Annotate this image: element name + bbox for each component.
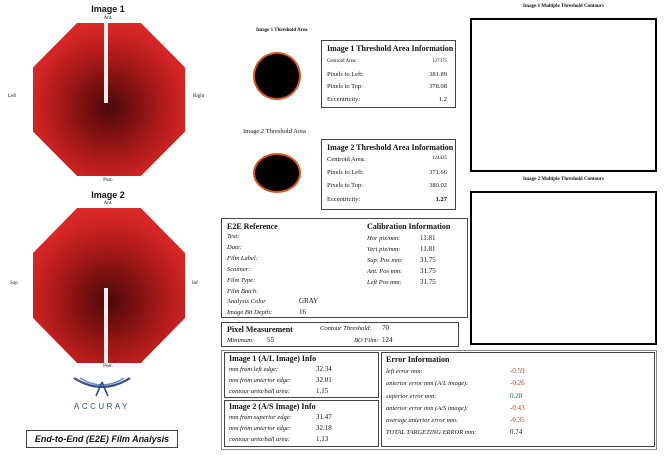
image1-post-label: Post.: [103, 178, 113, 183]
threshold2-row-label: Pixels to Top:: [327, 182, 363, 189]
image2-film: [33, 208, 185, 363]
threshold2-blob: [255, 155, 299, 191]
image2-info-title: Image 2 (A/S Image) Info: [229, 402, 316, 411]
calibration-value: 31.75: [420, 278, 436, 286]
e2e-field-label: Film Label:: [227, 255, 258, 262]
image1-info-label: mm from anterior edge:: [229, 377, 292, 384]
threshold2-info-panel: [321, 139, 456, 210]
threshold1-blob: [255, 54, 299, 98]
calibration-label: Hor pix/mm:: [367, 235, 401, 242]
minimum-value: 55: [267, 336, 274, 344]
threshold1-row-label: Pixels to Left:: [327, 71, 364, 78]
pixel-measurement-title: Pixel Measurement: [227, 325, 293, 334]
image2-beam-line: [104, 288, 108, 363]
analysis-color-value: GRAY: [299, 297, 319, 305]
bit-depth-value: 16: [299, 308, 306, 316]
bo-film-label: BO Film:: [354, 337, 379, 344]
e2e-field-label: Analysis Color: [227, 298, 266, 305]
total-error-value: 0.74: [510, 428, 523, 436]
contour-threshold-value: 70: [382, 324, 389, 332]
threshold1-row-label: Eccentricity:: [327, 96, 361, 103]
total-error-label: TOTAL TARGETING ERROR mm:: [386, 429, 477, 436]
error-info-title: Error Information: [386, 355, 450, 364]
image1-film: [33, 23, 185, 176]
threshold1-info-title: Image 1 Threshold Area Information: [327, 44, 454, 53]
pixel-measurement-panel: [221, 322, 459, 347]
calibration-value: 31.75: [420, 267, 436, 275]
error-value: -0.35: [510, 416, 525, 424]
image2-info-label: mm from superior edge:: [229, 414, 292, 421]
image2-info-value: 32.18: [316, 424, 332, 432]
threshold1-row-value: 127375: [432, 59, 447, 64]
calibration-title: Calibration Information: [367, 222, 451, 231]
threshold1-row-label: Centroid Area:: [327, 59, 357, 64]
error-label: superior error mm:: [386, 393, 437, 400]
threshold2-row-label: Eccentricity:: [327, 196, 361, 203]
accuray-logo-mark: [62, 376, 142, 398]
accuray-logo: [62, 376, 142, 410]
error-info-panel: [381, 352, 655, 447]
calibration-label: Vert pix/mm:: [367, 246, 401, 253]
threshold2-row-label: Centroid Area:: [327, 156, 366, 163]
image1-info-value: 32.34: [316, 365, 332, 373]
image1-info-label: mm from left edge:: [229, 366, 279, 373]
threshold1-row-value: 378.08: [429, 83, 447, 90]
image2-info-label: mm from anterior edge:: [229, 425, 292, 432]
contours1-caption: Image 1 Multiple Threshold Contours: [523, 4, 604, 9]
threshold1-info-panel: [321, 40, 456, 108]
threshold1-row-label: Pixels to Top:: [327, 83, 363, 90]
accuray-logo-text: ACCURAY: [73, 402, 131, 411]
image1-info-title: Image 1 (A/L Image) Info: [229, 354, 317, 363]
image1-ant-label: Ant.: [103, 16, 113, 21]
image2-left-label: Sup: [10, 281, 18, 286]
image2-right-label: Inf: [192, 281, 198, 286]
contours2-panel: [470, 191, 657, 345]
e2e-reference-panel: [221, 218, 468, 318]
e2e-field-label: Image Bit Depth:: [227, 309, 273, 316]
threshold1-row-value: 1.2: [438, 96, 447, 103]
error-label: left error mm:: [386, 368, 423, 375]
threshold1-caption: Image 1 Threshold Area: [256, 28, 308, 33]
minimum-label: Minimum:: [227, 337, 255, 344]
calibration-value: 11.81: [420, 234, 436, 242]
contours2-caption: Image 2 Multiple Threshold Contours: [523, 177, 604, 182]
footer-title: End-to-End (E2E) Film Analysis: [26, 430, 178, 448]
image2-info-panel: [224, 400, 379, 447]
image1-info-panel: [224, 352, 379, 398]
image1-info-value: 32.01: [316, 376, 332, 384]
image1-right-label: Right: [193, 94, 205, 99]
error-label: average anterior error mm:: [386, 417, 459, 424]
e2e-field-label: Date:: [227, 244, 242, 251]
image2-info-value: 1.13: [316, 435, 329, 443]
image2-post-label: Post.: [103, 364, 113, 369]
calibration-label: Ant. Pos mm:: [367, 268, 403, 275]
error-value: 0.28: [510, 392, 523, 400]
e2e-reference-title: E2E Reference: [227, 222, 278, 231]
e2e-field-label: Film Batch:: [227, 288, 259, 295]
threshold2-row-value: 124425: [432, 156, 447, 161]
image1-info-value: 1.15: [316, 387, 329, 395]
calibration-label: Sup. Pos mm:: [367, 257, 403, 264]
threshold2-row-label: Pixels to Left:: [327, 169, 364, 176]
threshold2-row-value: 371.66: [429, 169, 447, 176]
e2e-field-label: Test:: [227, 233, 240, 240]
image1-beam-line: [104, 23, 108, 103]
e2e-field-label: Film Type:: [227, 277, 256, 284]
image2-info-value: 31.47: [316, 413, 332, 421]
threshold2-caption: Image 2 Threshold Area: [243, 128, 306, 135]
error-value: -0.26: [510, 379, 525, 387]
e2e-field-label: Scanner:: [227, 266, 251, 273]
error-value: -0.43: [510, 404, 525, 412]
image2-title: Image 2: [91, 190, 125, 200]
threshold2-info-title: Image 2 Threshold Area Information: [327, 143, 454, 152]
image1-left-label: Left: [8, 94, 17, 99]
calibration-value: 11.81: [420, 245, 436, 253]
image1-title: Image 1: [91, 4, 125, 14]
contour-threshold-label: Contour Threshold:: [320, 325, 372, 332]
threshold2-row-value: 1.27: [435, 196, 447, 203]
error-label: anterior error mm (A/L image):: [386, 380, 469, 387]
threshold2-row-value: 380.02: [429, 182, 447, 189]
calibration-label: Left Pos mm:: [367, 279, 402, 286]
calibration-value: 31.75: [420, 256, 436, 264]
image2-ant-label: Ant.: [103, 201, 113, 206]
image2-info-label: contour area/ball area:: [229, 436, 290, 443]
error-label: anterior error mm (A/S image):: [386, 405, 469, 412]
bo-film-value: 124: [382, 336, 393, 344]
error-value: -0.59: [510, 367, 525, 375]
image1-info-label: contour area/ball area:: [229, 388, 290, 395]
contours1-panel: [470, 18, 657, 172]
threshold1-row-value: 381.89: [429, 71, 447, 78]
